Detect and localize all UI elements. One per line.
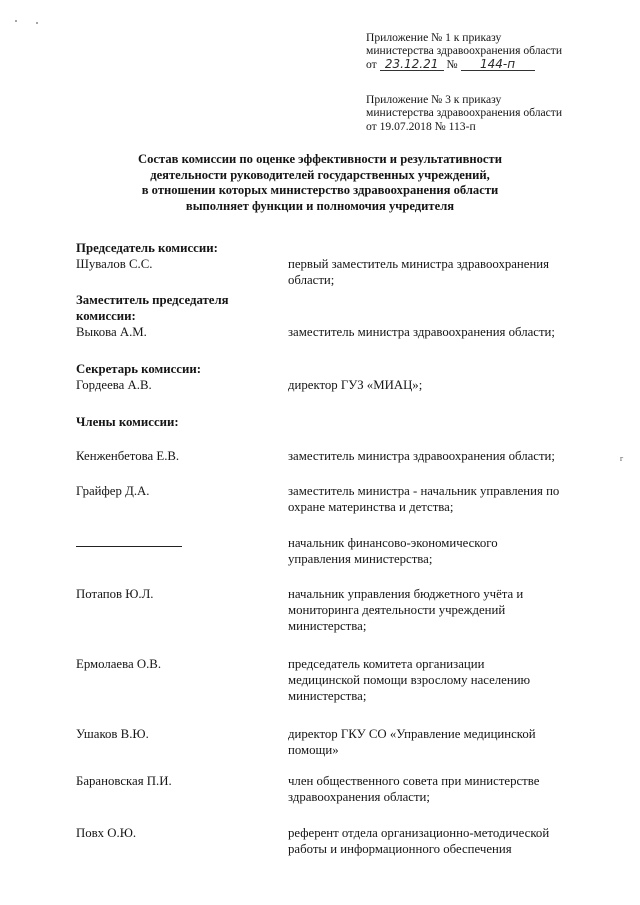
member-role bbox=[288, 535, 608, 567]
secretary-role bbox=[288, 377, 608, 393]
member-role-line: работы и информационного обеспечения bbox=[288, 842, 512, 856]
member-role-line: референт отдела организационно-методической bbox=[288, 826, 550, 840]
member-row bbox=[76, 825, 616, 857]
member-role bbox=[288, 825, 608, 857]
deputy-role-line-1: заместитель министра здравоохранения области; bbox=[288, 325, 555, 339]
member-name: Ермолаева О.В. bbox=[76, 657, 162, 671]
member-role-line: охране материнства и детства; bbox=[288, 500, 454, 514]
member-name-blank bbox=[76, 535, 182, 551]
blank-name-line bbox=[76, 537, 182, 547]
member-role-line: начальник финансово-экономического bbox=[288, 536, 498, 550]
annex-1-line-2: министерства здравоохранения области bbox=[366, 44, 563, 58]
chair-heading: Председатель комиссии: bbox=[76, 241, 218, 255]
chair-role-line-1: первый заместитель министра здравоохранения bbox=[288, 257, 550, 271]
chair-section bbox=[76, 240, 616, 288]
secretary-name: Гордеева А.В. bbox=[76, 378, 152, 392]
member-role-line: министерства; bbox=[288, 619, 367, 633]
annex-3-line-1: Приложение № 3 к приказу bbox=[366, 93, 502, 106]
member-role bbox=[288, 656, 608, 704]
margin-mark: г bbox=[620, 454, 624, 463]
member-item bbox=[76, 656, 616, 704]
deputy-row bbox=[76, 324, 616, 340]
chair-row bbox=[76, 256, 616, 288]
title-line-2: деятельности руководителей государственных учреждений, bbox=[150, 167, 490, 182]
member-name: Потапов Ю.Л. bbox=[76, 587, 154, 601]
member-row bbox=[76, 535, 616, 567]
member-role-line: управления министерства; bbox=[288, 552, 433, 566]
title-line-4: выполняет функции и полномочия учредителя bbox=[185, 198, 455, 213]
secretary-section bbox=[76, 361, 616, 393]
deputy-heading-line-2: комиссии: bbox=[76, 309, 136, 323]
annex-1-line-1: Приложение № 1 к приказу bbox=[366, 31, 502, 44]
member-role-line: заместитель министра здравоохранения области; bbox=[288, 449, 555, 463]
member-name: Повх О.Ю. bbox=[76, 826, 137, 840]
handwritten-date: 23.12.21 bbox=[380, 58, 444, 71]
member-item bbox=[76, 825, 616, 857]
member-row bbox=[76, 448, 616, 464]
secretary-row bbox=[76, 377, 616, 393]
annex-1-line-3 bbox=[366, 58, 562, 71]
member-role-line: мониторинга деятельности учреждений bbox=[288, 603, 506, 617]
member-role bbox=[288, 483, 608, 515]
member-item bbox=[76, 586, 616, 634]
annex-1-block bbox=[366, 31, 562, 71]
secretary-role-line-1: директор ГУЗ «МИАЦ»; bbox=[288, 378, 423, 392]
member-row bbox=[76, 726, 616, 758]
member-role-line: медицинской помощи взрослому населению bbox=[288, 673, 531, 687]
deputy-section bbox=[76, 292, 616, 340]
member-role-line: член общественного совета при министерстве bbox=[288, 774, 540, 788]
number-prefix: № bbox=[446, 57, 458, 71]
member-role-line: помощи» bbox=[288, 743, 339, 757]
member-item bbox=[76, 483, 616, 515]
member-item bbox=[76, 535, 616, 567]
member-name: Ушаков В.Ю. bbox=[76, 727, 149, 741]
title-line-1: Состав комиссии по оценке эффективности и результативности bbox=[138, 152, 502, 166]
annex-3-line-2: министерства здравоохранения области bbox=[366, 106, 563, 120]
annex-3-line-3: от 19.07.2018 № 113-п bbox=[366, 119, 476, 133]
member-role bbox=[288, 726, 608, 758]
member-role-line: заместитель министра - начальник управления по bbox=[288, 484, 560, 498]
member-name: Кенженбетова Е.В. bbox=[76, 449, 180, 463]
member-role-line: председатель комитета организации bbox=[288, 657, 485, 671]
members-heading: Члены комиссии: bbox=[76, 415, 179, 429]
member-role bbox=[288, 773, 608, 805]
member-row bbox=[76, 586, 616, 634]
member-role-line: министерства; bbox=[288, 689, 367, 703]
chair-role bbox=[288, 256, 608, 288]
handwritten-number: 144-п bbox=[461, 58, 535, 71]
member-role-line: здравоохранения области; bbox=[288, 790, 430, 804]
member-name: Грайфер Д.А. bbox=[76, 484, 150, 498]
chair-role-line-2: области; bbox=[288, 273, 335, 287]
deputy-heading-line-1: Заместитель председателя bbox=[76, 293, 229, 307]
member-item bbox=[76, 726, 616, 758]
annex-3-block bbox=[366, 93, 562, 133]
chair-name: Шувалов С.С. bbox=[76, 257, 153, 271]
from-prefix: от bbox=[366, 57, 377, 71]
member-row bbox=[76, 656, 616, 704]
member-item bbox=[76, 448, 616, 464]
member-item bbox=[76, 773, 616, 805]
member-role bbox=[288, 586, 608, 634]
scan-speck bbox=[36, 22, 38, 24]
member-role bbox=[288, 448, 608, 464]
members-section bbox=[76, 414, 616, 430]
member-row bbox=[76, 483, 616, 515]
deputy-name: Выкова А.М. bbox=[76, 325, 147, 339]
member-row bbox=[76, 773, 616, 805]
scan-speck bbox=[15, 20, 17, 22]
member-name: Барановская П.И. bbox=[76, 774, 172, 788]
secretary-heading: Секретарь комиссии: bbox=[76, 362, 201, 376]
member-role-line: начальник управления бюджетного учёта и bbox=[288, 587, 524, 601]
deputy-role bbox=[288, 324, 608, 340]
member-role-line: директор ГКУ СО «Управление медицинской bbox=[288, 727, 536, 741]
title-line-3: в отношении которых министерство здравоохранения области bbox=[141, 183, 499, 198]
document-title bbox=[40, 152, 600, 214]
